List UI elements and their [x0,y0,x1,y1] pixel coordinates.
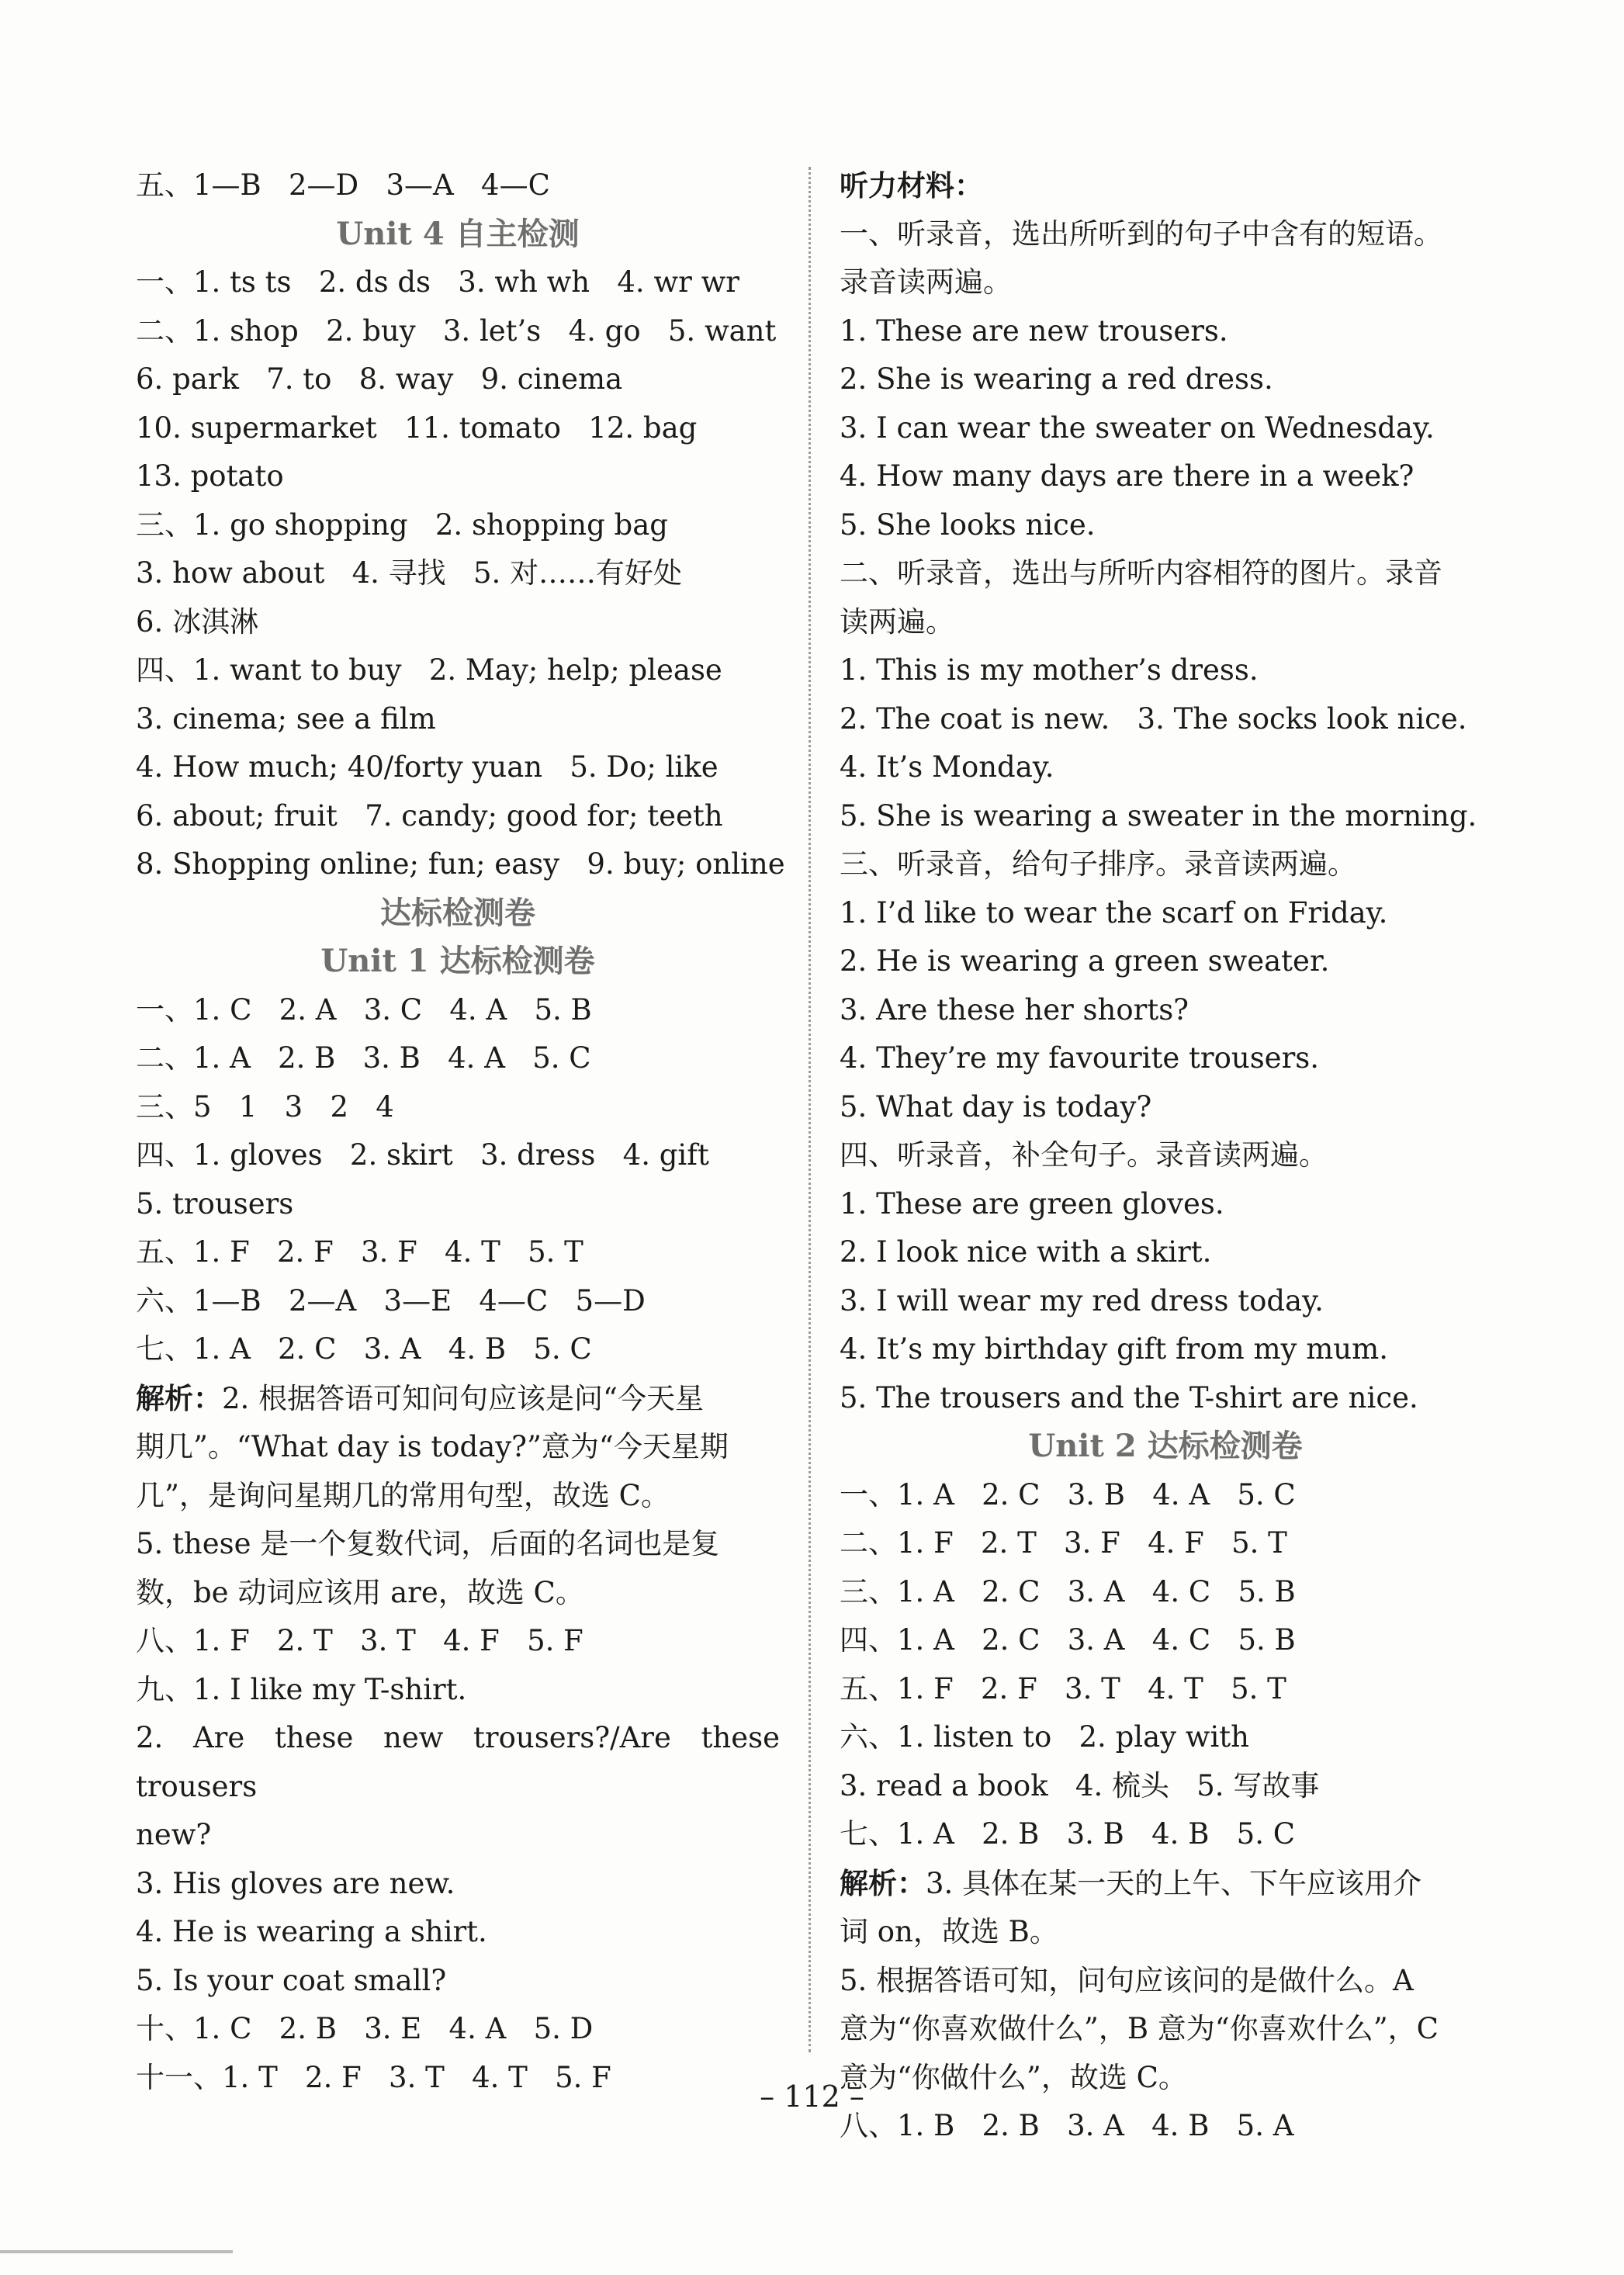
answer-line: 四、1. want to buy 2. May; help; please [136,653,722,687]
answer-line: 2. He is wearing a green sweater. [840,944,1330,978]
answer-line: 九、1. I like my T-shirt. [136,1672,467,1706]
answer-line: 五、1—B 2—D 3—A 4—C [136,168,550,202]
answer-line: 4. How many days are there in a week? [840,459,1415,493]
section-heading: Unit 2 达标检测卷 [1028,1428,1303,1464]
answer-line: 几”，是询问星期几的常用句型，故选 C。 [136,1478,670,1512]
answer-line: 词 on，故选 B。 [840,1915,1058,1948]
answer-line: 六、1—B 2—A 3—E 4—C 5—D [136,1283,646,1318]
answer-line: 2. I look nice with a skirt. [840,1235,1212,1269]
answer-line: 3. cinema; see a film [136,701,436,736]
answer-line: 一、1. C 2. A 3. C 4. A 5. B [136,992,592,1027]
section-heading: Unit 4 自主检测 [336,215,580,252]
answer-line: 一、听录音，选出所听到的句子中含有的短语。 [840,216,1442,251]
answer-line: 5. these 是一个复数代词，后面的名词也是复 [136,1527,720,1560]
left-column [136,161,785,2102]
answer-line: 录音读两遍。 [840,265,1012,299]
answer-line: 10. supermarket 11. tomato 12. bag [136,410,698,445]
answer-line: 3. how about 4. 寻找 5. 对……有好处 [136,556,683,590]
answer-line: 数，be 动词应该用 are，故选 C。 [136,1575,584,1609]
page-number: – 112 – [760,2079,864,2114]
answer-line: 2. The coat is new. 3. The socks look nice. [840,701,1467,736]
explanation-label: 解析： [840,1865,926,1900]
answer-line: 三、1. A 2. C 3. A 4. C 5. B [840,1574,1296,1608]
answer-line: 5. She is wearing a sweater in the morning. [840,798,1477,833]
section-heading: 达标检测卷 [380,894,535,931]
answer-line: new? [136,1818,212,1851]
section-heading: Unit 1 达标检测卷 [320,943,595,979]
answer-line: 五、1. F 2. F 3. T 4. T 5. T [840,1671,1286,1705]
answer-line: 5. Is your coat small? [136,1963,447,1997]
answer-line: 十、1. C 2. B 3. E 4. A 5. D [136,2012,594,2045]
answer-line: 五、1. F 2. F 3. F 4. T 5. T [136,1235,583,1269]
answer-line: 3. Are these her shorts? [840,992,1189,1027]
section-label: 听力材料： [840,168,983,203]
answer-line: 六、1. listen to 2. play with [840,1720,1250,1754]
footer-rule [0,2250,233,2253]
explanation-line [136,1374,780,1424]
answer-line: 3. I can wear the sweater on Wednesday. [840,410,1435,445]
answer-line: 二、1. F 2. T 3. F 4. F 5. T [840,1526,1287,1560]
right-column [840,161,1491,2151]
explanation-text: 2. 根据答语可知问句应该是问“今天星 [222,1381,704,1415]
column-divider [809,167,811,2052]
answer-line: 十一、1. T 2. F 3. T 4. T 5. F [136,2060,611,2094]
answer-line: 1. These are green gloves. [840,1186,1224,1221]
answer-line: 意为“你做什么”，故选 C。 [840,2060,1187,2094]
answer-line: 5. She looks nice. [840,507,1096,542]
answer-line: 5. The trousers and the T-shirt are nice. [840,1380,1418,1415]
answer-line: 5. 根据答语可知，问句应该问的是做什么。A [840,1963,1414,1997]
answer-line: 四、1. A 2. C 3. A 4. C 5. B [840,1623,1296,1657]
answer-line: 5. What day is today? [840,1089,1152,1124]
answer-line: 6. about; fruit 7. candy; good for; teeth [136,798,723,833]
answer-line: 期几”。“What day is today?”意为“今天星期 [136,1430,729,1463]
answer-line: 4. They’re my favourite trousers. [840,1041,1320,1075]
answer-line: 13. potato [136,459,284,493]
answer-line: 2. She is wearing a red dress. [840,362,1273,396]
answer-line: 一、1. A 2. C 3. B 4. A 5. C [840,1477,1296,1511]
answer-line: 1. This is my mother’s dress. [840,653,1259,687]
answer-line: 4. How much; 40/forty yuan 5. Do; like [136,750,719,784]
answer-line: 二、听录音，选出与所听内容相符的图片。录音 [840,556,1442,590]
answer-line: 4. It’s my birthday gift from my mum. [840,1332,1388,1366]
answer-line: 四、1. gloves 2. skirt 3. dress 4. gift [136,1138,709,1172]
answer-line: 七、1. A 2. B 3. B 4. B 5. C [840,1817,1296,1851]
answer-line: 八、1. F 2. T 3. T 4. F 5. F [136,1624,583,1657]
explanation-label: 解析： [136,1380,222,1415]
answer-line: 三、1. go shopping 2. shopping bag [136,507,668,542]
answer-line: 一、1. ts ts 2. ds ds 3. wh wh 4. wr wr [136,265,739,299]
answer-line: 1. I’d like to wear the scarf on Friday. [840,895,1388,930]
answer-line: 8. Shopping online; fun; easy 9. buy; online [136,847,785,881]
answer-line: 6. park 7. to 8. way 9. cinema [136,362,623,396]
answer-line: 4. It’s Monday. [840,750,1054,784]
answer-line: 3. His gloves are new. [136,1866,455,1900]
answer-line: 3. I will wear my red dress today. [840,1283,1324,1318]
answer-line: 三、5 1 3 2 4 [136,1089,394,1124]
answer-line: 八、1. B 2. B 3. A 4. B 5. A [840,2109,1294,2142]
answer-line: 5. trousers [136,1186,294,1221]
answer-line: 4. He is wearing a shirt. [136,1915,487,1948]
explanation-line [840,1859,1491,1909]
answer-line: 四、听录音，补全句子。录音读两遍。 [840,1138,1328,1172]
answer-line: 读两遍。 [840,604,954,639]
answer-line: 意为“你喜欢做什么”，B 意为“你喜欢什么”，C [840,2012,1439,2045]
explanation-text: 3. 具体在某一天的上午、下午应该用介 [926,1866,1422,1900]
answer-line: 1. These are new trousers. [840,313,1228,348]
answer-line: 七、1. A 2. C 3. A 4. B 5. C [136,1332,592,1366]
answer-line: 二、1. shop 2. buy 3. let’s 4. go 5. want [136,313,777,348]
answer-line: 2. Are these new trousers?/Are these trousers [136,1721,780,1803]
answer-line: 二、1. A 2. B 3. B 4. A 5. C [136,1041,591,1075]
answer-line: 三、听录音，给句子排序。录音读两遍。 [840,847,1356,881]
answer-line: 6. 冰淇淋 [136,604,259,639]
answer-line: 3. read a book 4. 梳头 5. 写故事 [840,1768,1320,1802]
